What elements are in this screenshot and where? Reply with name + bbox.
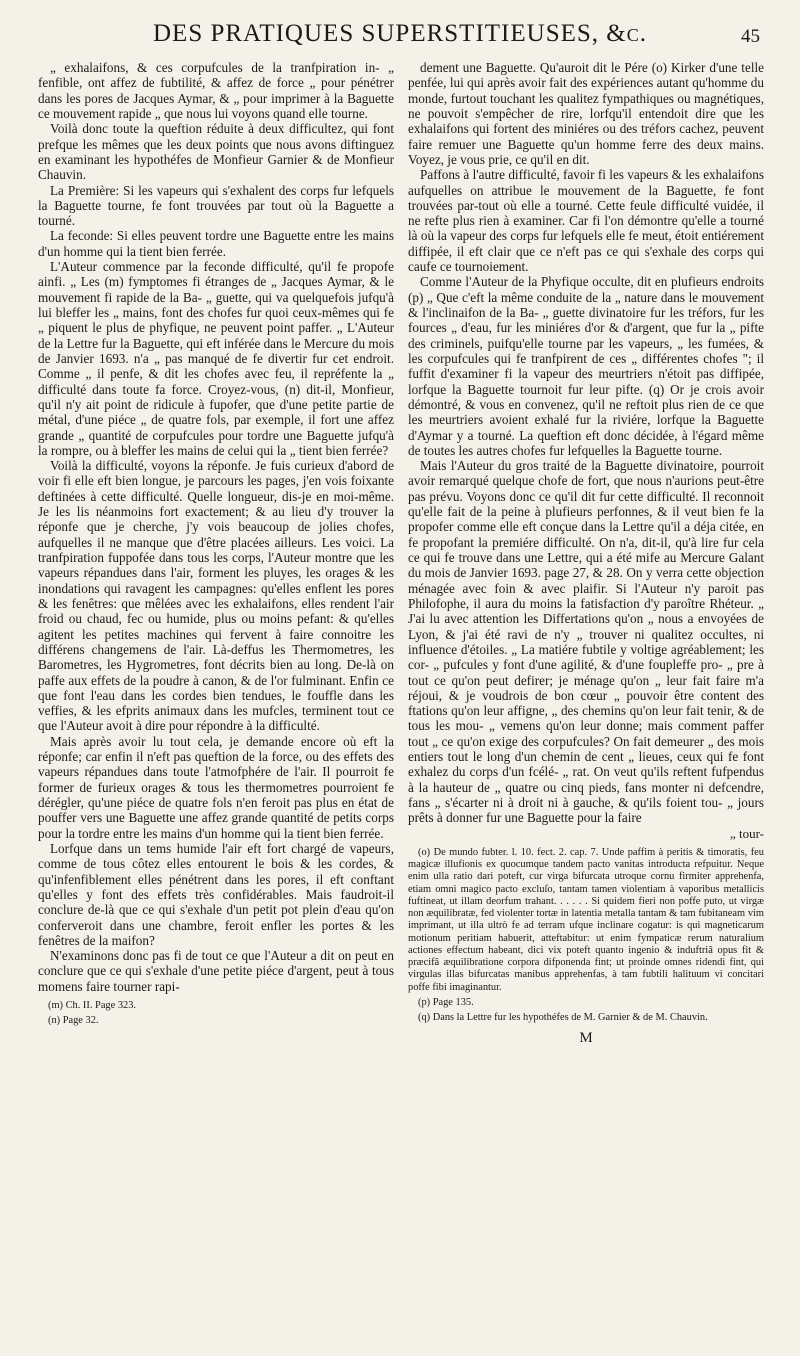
paragraph: Voilà donc toute la queftion réduite à deux difficultez, qui font prefque les mêmes que les deux points que nous avons diftinguez en examinant les hypothéfes de Monfieur Garnier & de Monfieur Chauvin. bbox=[38, 121, 394, 183]
paragraph: dement une Baguette. Qu'auroit dit le Pére (o) Kirker d'une telle penfée, lui qui après avoir fait des expériences autant qu'homme du monde, furtout touchant les qualitez fympathiques ou magnétiques, ne pouvoit s'empêcher de rire, lorfqu'il entendoit dire que les exhalaifons qui fortent des miniéres ou des tréfors cachez, peuvent faire remuer une Baguette qu'un homme ferre des deux mains. Voyez, je vous prie, ce qu'il en dit. bbox=[408, 60, 764, 167]
paragraph: Mais l'Auteur du gros traité de la Baguette divinatoire, pourroit avoir remarqué quelque chofe de fort, que nous n'aurions peut-être pas prévu. Voyons donc ce qu'il dit fur cette difficulté. Il reconnoit qu'elle fait de la peine à plufieurs perfonnes, & il veut bien fe la propofer comme elle eft conçue dans la Lettre qu'il a déja citée, en fe propofant la premiére difficulté. On n'a, dit-il, qu'à lire fur cela ce qui fe trouve dans une Lettre, qui a été mife au Mercure Galant du mois de Janvier 1693. page 27, & 28. On y verra cette objection ménagée avec foin & avec plaifir. Si l'Auteur n'y paroit pas Philofophe, il aura du moins la fatisfaction d'y paroître Rhéteur. „ J'ai lu avec attention les Differtations qu'on „ nous a envoyées de Lyon, & j'ai été ravi de n'y „ trouver ni qualitez occultes, ni influence d'étoiles. „ La matiére fubtile y voltige agréablement; les cor- „ pufcules y font d'une agilité, & d'une foupleffe pro- „ pre à tout ce qu'on peut defirer; je ménage qu'on „ leur fait faire m'a réjoui, & je voudrois de bon cœur „ pouvoir être content des ftations qu'on leur affigne, „ des chemins qu'on leur fait tenir, & de tous les mou- „ vemens qu'on leur donne; mais comment paffer tout „ ce qu'on exige des corpufcules? On fait demeurer „ des mois entiers tout le long d'un chemin de cent „ lieues, ceux qui fe font exhalez du corps d'un fcélé- „ rat. On veut qu'ils reftent fufpendus à la hauteur de „ quatre ou cinq pieds, fans monter ni defcendre, fans „ s'écarter ni à droit ni à gauche, & qu'ils foient tou- „ jours prêts à donner fur une Baguette pour la faire bbox=[408, 458, 764, 826]
footnote: (m) Ch. II. Page 323. bbox=[48, 1000, 137, 1012]
page-header bbox=[40, 14, 760, 54]
paragraph: Mais après avoir lu tout cela, je demande encore où eft la réponfe; car enfin il n'eft pas queftion de la force, ou des effets des vapeurs répandues dans toute l'atmofphére de l'air. Il pourroit fe former de furieux orages & tous les thermometres pourroient fe dérégler, qu'une piéce de quatre fols n'en feroit pas plus en état de pouffer vers une Baguette une affez grande quantité de petits corps pour la tordre entre les mains d'un homme qui la tient bien ferrée. bbox=[38, 733, 394, 841]
text-columns bbox=[38, 60, 764, 1342]
right-column bbox=[408, 60, 764, 1342]
left-footnotes bbox=[38, 1000, 394, 1028]
paragraph: La Première: Si les vapeurs qui s'exhalent des corps fur lefquels la Baguette tourne, fe font trouvées par tout où la Baguette a tourné. bbox=[38, 182, 394, 229]
catchword: „ tour- bbox=[729, 825, 764, 841]
right-footnotes bbox=[408, 847, 764, 1025]
left-column bbox=[38, 60, 394, 1342]
footnote: (n) Page 32. bbox=[48, 1015, 99, 1027]
paragraph: L'Auteur commence par la feconde difficulté, qu'il fe propofe ainfi. „ Les (m) fymptomes fi étranges de „ Jacques Aymar, & le mouvement fi rapide de la Ba- „ guette, qui va quelquefois jufqu'à lui bleffer les „ mains, font des chofes fur quoi ceux-mêmes qui fe „ piquent le plus de phyfique, ne peuvent point paffer. „ L'Auteur de la Lettre fur la Baguette, qui eft inférée dans le Mercure du mois de Janvier 1693. n'a „ pas manqué de fe divertir fur cet endroit. Comme „ il penfe, & dit les chofes avec feu, il repréfente la „ difficulté dans toute fa force. Croyez-vous, (n) dit-il, Monfieur, qu'il n'y ait point de ridicule à fupofer, que d'une petite partie de métal, d'une piéce „ de quatre fols, par exemple, il fort une affez grande „ quantité de corpufcules pour tordre une Baguette jufqu'à la rompre, ou à bleffer les mains de celui qui la „ tient bien ferrée? bbox=[38, 259, 394, 458]
paragraph: Voilà la difficulté, voyons la réponfe. Je fuis curieux d'abord de voir fi elle eft bien longue, je parcours les pages, j'en vois foixante deftinées à cette difficulté. Quelle longueur, dis-je en moi-même. Je les lis néanmoins fort exactement; & au lieu d'y trouver la réponfe que je cherche, j'y vois beaucoup de jolies chofes, aufquelles il ne manque que d'être placées ailleurs. Les voici. La tranfpiration fuppofée dans tous les corps, l'Auteur montre que les vapeurs répandues dans l'air, forment les pluyes, les orages & les inondations qui ravagent les campagnes: qu'elles enflent les pores & les fenêtres: que mêlées avec les exhalaifons, elles rendent l'air froid ou chaud, fec ou humide, plus ou moins pefant: & qu'elles agitent les petites machines qui fervent à faire connoitre les différens changemens de l'air. Là-deffus les Thermometres, les Barometres, les Hygrometres, font décrits bien au long. De-là on paffe aux effets de la poudre à canon, & de l'or fulminant. Enfin ce que font l'eau dans les cordes bien tendues, le fouffle dans les veffies, & les efprits animaux dans les mufcles, terminent tout ce que l'Auteur avoit à dire pour répondre à la difficulté. bbox=[38, 458, 394, 734]
footnote: (o) De mundo fubter. l. 10. fect. 2. cap. 7. Unde paffim à peritis & timoratis, feu magicæ illufionis ex quocumque tandem pacto vanitas introducta refpuitur. Neque enim ulla ratio dari poteft, cur virga bifurcata utroque cornu firmiter apprehenfa, etiam omni magico pacto excluſo, tantam tamen violentiam à vaporibus metallicis fuftineat, ut illam deorfum trahant. . . . . . Si quidem fieri non poffe puto, ut virgæ non æquilibratæ, fed violenter tortæ in latentia metalla tantam & tam fubitaneam vim imprimant, ut illa ultrò fe ad terram ufque inclinare cogatur: is qui magneticarum motionum peritiam habuerit, atteftabitur: ut enim fympaticæ rerum naturalium actiones effectum habeant, dici vix poteft quanto ingenio & induftriâ opus fit & præcifâ æquilibratione corpora difponenda fint; ut proinde omnes ridendi fint, qui virgulas illas bifurcatas manibus apprehenfas, à tam fubtili halituum vi concitari poffe fibi imaginantur. bbox=[408, 846, 764, 993]
paragraph: La feconde: Si elles peuvent tordre une Baguette entre les mains d'un homme qui la tient bien ferrée. bbox=[38, 228, 394, 259]
paragraph: Paffons à l'autre difficulté, favoir fi les vapeurs & les exhalaifons aufquelles on attribue le mouvement de la Baguette, fe font trouvées par-tout où elle a tourné. Cette feule difficulté vuidée, il ne refte plus rien à examiner. Car fi l'on démontre qu'elle a tourné là où la vapeur des corps fur lefquels elle fe meut, étoit entiérement diffipée, il eft clair que ce n'eft pas ce qui s'exhale des corps qui caufe ce tournoiement. bbox=[408, 167, 764, 275]
paragraph: Lorfque dans un tems humide l'air eft fort chargé de vapeurs, comme de tous côtez elles entourent le bois & les cordes, & qu'infenfiblement elles pénétrent dans les pores, il eft conftant qu'elles y font des effets très confidérables. Mais faudroit-il conclure de-là que ce qui s'exhale d'un petit pot plein d'eau qu'on conferveroit dans une chambre, feroit enfler les portes & les fenêtres de la maifon? bbox=[38, 840, 394, 948]
paragraph: N'examinons donc pas fi de tout ce que l'Auteur a dit on peut en conclure que ce qui s'exhale d'une petite piéce d'argent, peut à tous momens faire tourner rapi- bbox=[38, 948, 394, 994]
footnote: (q) Dans la Lettre fur les hypothéfes de M. Garnier & de M. Chauvin. bbox=[418, 1012, 708, 1024]
running-head: DES PRATIQUES SUPERSTITIEUSES, &c. bbox=[153, 20, 647, 47]
paragraph: „ exhalaifons, & ces corpufcules de la tranfpiration in- „ fenfible, ont affez de fubtilité, & affez de force „ pour pénétrer dans les pores de Jacques Aymar, & „ pour imprimer à la Baguette ce mouvement rapide „ que nous lui voyons quand elle tourne. bbox=[38, 60, 394, 121]
page-number: 45 bbox=[741, 26, 760, 47]
signature-mark: M bbox=[579, 1030, 593, 1047]
paragraph: Comme l'Auteur de la Phyfique occulte, dit en plufieurs endroits (p) „ Que c'eft la même conduite de la „ nature dans le mouvement & l'inclinaifon de la Ba- „ guette divinatoire fur les tréfors, fur les fources „ d'eau, fur les miniéres d'or & d'argent, que fur la „ pifte des criminels, puifqu'elle tourne par les vapeurs, „ les fumées, & les corpufcules qui fe tranfpirent de ces „ différentes chofes "; il fuffit d'examiner fi la vapeur des meurtriers n'étoit pas diffipée, lorfque la Baguette tournoit fur leur pifte. (q) Or je crois avoir démontré, & vous en convenez, qu'il ne reftoit plus rien de ce que les meurtriers avoient exhalé fur la riviére, lorfque la Baguette d'Aymar y a tourné. La queftion eft donc décidée, à l'égard même de toutes les autres chofes fur lefquelles la Baguette tourne. bbox=[408, 274, 764, 458]
footnote: (p) Page 135. bbox=[418, 996, 474, 1008]
